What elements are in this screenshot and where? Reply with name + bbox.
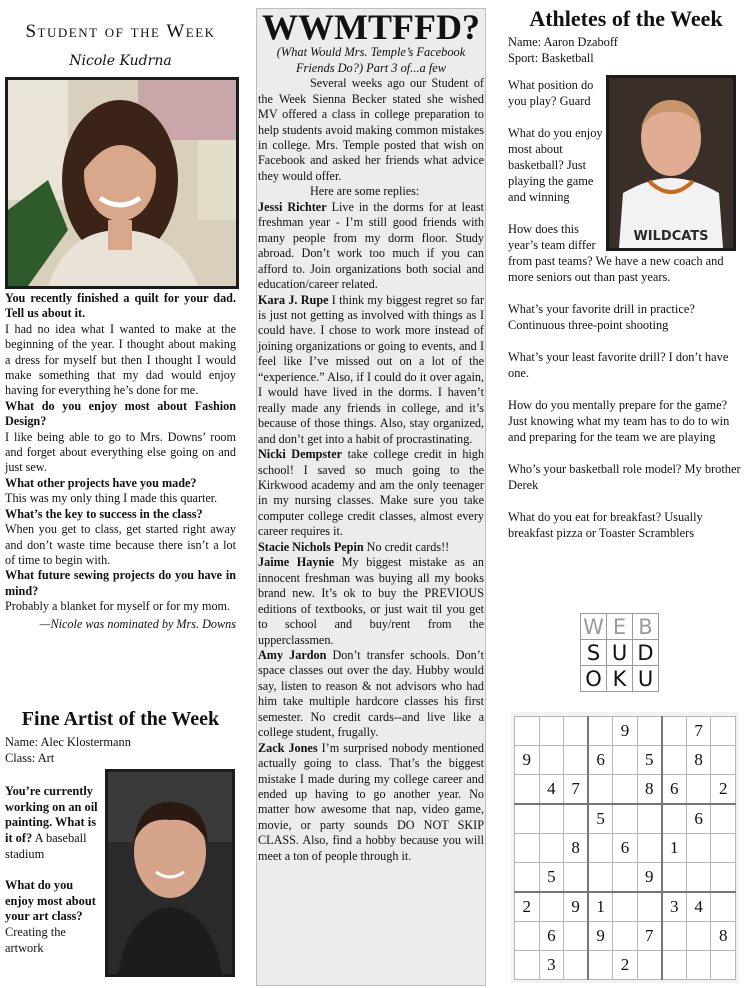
- sudoku-cell[interactable]: [662, 862, 687, 892]
- artist-photo: [105, 769, 235, 977]
- student-of-week-column: [5, 0, 236, 69]
- sudoku-cell[interactable]: [613, 804, 638, 834]
- sudoku-cell[interactable]: 8: [564, 834, 589, 863]
- athlete-qa: What do you enjoy most about basketball? Just playing the game and winning: [508, 126, 603, 204]
- athlete-qa: How do you mentally prepare for the game? Just knowing what my team has to do to win and preparing for the team we are playing: [508, 398, 730, 444]
- jersey-lettering: WILDCATS: [633, 229, 709, 244]
- sudoku-cell[interactable]: [711, 951, 736, 980]
- artist-answer: Creating the artwork: [5, 924, 66, 955]
- sudoku-cell[interactable]: 6: [539, 922, 564, 951]
- sudoku-cell[interactable]: 7: [564, 774, 589, 804]
- web-sudoku-logo: [580, 613, 662, 697]
- sudoku-cell[interactable]: [686, 774, 711, 804]
- sudoku-cell[interactable]: [613, 862, 638, 892]
- logo-letter: U: [607, 640, 633, 666]
- student-photo: [5, 77, 239, 289]
- logo-letter: S: [581, 640, 607, 666]
- sudoku-cell[interactable]: [637, 951, 662, 980]
- sudoku-cell[interactable]: [711, 745, 736, 774]
- student-of-week-title: Student of the Week: [25, 21, 216, 42]
- reply-author: Stacie Nichols Pepin: [258, 539, 364, 554]
- sudoku-cell[interactable]: 8: [637, 774, 662, 804]
- athletes-title: Athletes of the Week: [529, 6, 723, 31]
- sudoku-cell[interactable]: [539, 745, 564, 774]
- sudoku-cell[interactable]: [637, 892, 662, 922]
- wwmtffd-title: WWMTFFD?: [262, 7, 480, 47]
- sudoku-row: [515, 892, 736, 922]
- sudoku-cell[interactable]: [662, 922, 687, 951]
- sudoku-cell[interactable]: 6: [686, 804, 711, 834]
- sudoku-cell[interactable]: 6: [588, 745, 613, 774]
- artist-class: Class: Art: [5, 750, 55, 765]
- sudoku-cell[interactable]: [564, 862, 589, 892]
- athlete-sport: Sport: Basketball: [508, 51, 594, 65]
- artist-name: Name: Alec Klostermann: [5, 735, 131, 749]
- reply: [258, 741, 484, 865]
- fine-artist-title: Fine Artist of the Week: [21, 708, 220, 730]
- sudoku-cell[interactable]: 5: [539, 862, 564, 892]
- sudoku-cell[interactable]: 8: [686, 745, 711, 774]
- reply: [258, 648, 484, 741]
- sudoku-row: [515, 834, 736, 863]
- student-answer: Probably a blanket for myself or for my mom.: [5, 599, 231, 614]
- sudoku-cell[interactable]: [662, 745, 687, 774]
- reply-text: take college credit in high school! I saved so much going to the Kirkwood academy and am the only teenager in my nursing classes. Make sure you take computer college credit classes, almost every career requires it.: [258, 447, 484, 539]
- sudoku-row: [515, 745, 736, 774]
- sudoku-cell[interactable]: 3: [662, 892, 687, 922]
- student-answer: I like being able to go to Mrs. Downs’ room and forget about everything else going on and just sew.: [5, 429, 236, 475]
- sudoku-cell[interactable]: 9: [637, 862, 662, 892]
- sudoku-cell[interactable]: [588, 834, 613, 863]
- athlete-qa: Who’s your basketball role model? My brother Derek: [508, 462, 741, 492]
- athlete-qa: What’s your least favorite drill? I don’t have one.: [508, 350, 729, 380]
- reply-text: No credit cards!!: [366, 539, 450, 554]
- student-answer: This was my only thing I made this quarter.: [5, 491, 218, 506]
- logo-letter: W: [581, 614, 607, 640]
- student-question: What do you enjoy most about Fashion Design?: [5, 398, 236, 429]
- reply-text: I think my biggest regret so far is just not getting as involved with things as I could have. I chose to work more instead of joining organizations or going to events, and I feel like I’ve missed out on a lot of the “experience.” Also, if I could do it over again, I would have lived in the dorms. I haven’t really made any friends in college, and it’s because of those things. Also, stay organized, and don’t get into a habit of procrastinating.: [258, 292, 485, 446]
- logo-letter: D: [633, 640, 659, 666]
- athlete-qa: What position do you play? Guard: [508, 78, 594, 108]
- sudoku-cell[interactable]: [637, 804, 662, 834]
- student-portrait-image: [8, 80, 236, 286]
- athlete-qa: from past teams? We have a new coach and more seniors out than past years.: [508, 254, 724, 284]
- logo-letter: O: [581, 666, 607, 692]
- artist-answer: A baseball stadium: [5, 830, 87, 861]
- reply: [258, 200, 484, 293]
- athlete-qa: What do you eat for breakfast? Usually breakfast pizza or Toaster Scramblers: [508, 510, 703, 540]
- logo-letter: E: [607, 614, 633, 640]
- sudoku-cell[interactable]: [711, 804, 736, 834]
- reply-author: Zack Jones: [258, 740, 318, 755]
- athlete-photo: [606, 75, 736, 251]
- sudoku-cell[interactable]: 4: [539, 774, 564, 804]
- artist-portrait-image: [108, 772, 232, 974]
- sudoku-cell[interactable]: [515, 804, 540, 834]
- sudoku-cell[interactable]: [613, 774, 638, 804]
- article-intro: Several weeks ago our Student of the Week Sienna Becker stated she wished MV offered a class in college preparation to help students avoid making common mistakes in college. Mrs. Temple posted that wish on Facebook and asked her friends what advice they would offer.: [258, 76, 484, 183]
- reply-text: Live in the dorms for at least freshman year - I’m still good friends with many people from my dorm floor. Study abroad. Don’t work too much if you can afford to. Join organizations both social and education/career related.: [258, 199, 484, 292]
- sudoku-row: [515, 774, 736, 804]
- sudoku-cell[interactable]: [515, 774, 540, 804]
- sudoku-cell[interactable]: [613, 892, 638, 922]
- sudoku-cell[interactable]: [515, 862, 540, 892]
- sudoku-cell[interactable]: [662, 804, 687, 834]
- student-question: What other projects have you made?: [5, 475, 197, 490]
- sudoku-cell[interactable]: [588, 951, 613, 980]
- wwmtffd-column: [256, 8, 486, 986]
- sudoku-cell[interactable]: [637, 834, 662, 863]
- athlete-name: Name: Aaron Dzaboff: [508, 35, 618, 49]
- sudoku-cell[interactable]: [711, 717, 736, 746]
- reply: [258, 293, 484, 448]
- reply-author: Jessi Richter: [258, 199, 327, 214]
- sudoku-row: [515, 717, 736, 746]
- sudoku-cell[interactable]: [588, 862, 613, 892]
- athlete-qa: How does this year’s team differ: [508, 222, 596, 252]
- sudoku-puzzle: [511, 712, 739, 983]
- sudoku-cell[interactable]: [564, 922, 589, 951]
- student-interview: [5, 291, 236, 632]
- reply-text: I’m surprised nobody mentioned actually going to class. That’s the biggest mistake I made during my college career and ended up having to go another year. No matter how awesome that nap, video game, movie, or party sounds DO NOT SKIP CLASS. Also, find a hobby because you will meet a ton of people through it.: [258, 740, 484, 863]
- sudoku-cell[interactable]: 9: [564, 892, 589, 922]
- athlete-qa: What’s your favorite drill in practice? Continuous three-point shooting: [508, 302, 695, 332]
- sudoku-cell[interactable]: 6: [662, 774, 687, 804]
- logo-letter: K: [607, 666, 633, 692]
- reply-author: Amy Jardon: [258, 647, 327, 662]
- sudoku-cell[interactable]: [686, 834, 711, 863]
- sudoku-cell[interactable]: [515, 922, 540, 951]
- sudoku-cell[interactable]: [564, 745, 589, 774]
- athlete-portrait-image: [609, 78, 733, 248]
- reply-author: Kara J. Rupe: [258, 292, 329, 307]
- sudoku-grid: [514, 716, 736, 980]
- sudoku-cell[interactable]: [711, 862, 736, 892]
- student-question: You recently finished a quilt for your dad. Tell us about it.: [5, 291, 236, 321]
- sudoku-cell[interactable]: [711, 892, 736, 922]
- student-name: Nicole Kudrna: [69, 53, 172, 69]
- sudoku-row: [515, 922, 736, 951]
- sudoku-cell[interactable]: [588, 774, 613, 804]
- student-question: What future sewing projects do you have in mind?: [5, 568, 236, 598]
- sudoku-cell[interactable]: 8: [711, 922, 736, 951]
- sudoku-row: [515, 951, 736, 980]
- sudoku-cell[interactable]: [662, 717, 687, 746]
- student-answer: I had no idea what I wanted to make at the beginning of the year. I thought about making a dress for myself but then I thought I would make something that my dad would enjoy having for everything he’s done for me.: [5, 321, 236, 398]
- student-question: What’s the key to success in the class?: [5, 506, 203, 521]
- sudoku-cell[interactable]: [686, 922, 711, 951]
- sudoku-cell[interactable]: [539, 892, 564, 922]
- logo-letter: B: [633, 614, 659, 640]
- reply-text: My biggest mistake as an innocent freshman was buying all my books brand new. It’s ok to buy the PREVIOUS editions of textbooks, or just wait til you get to school and buy/rent from the upperclassmen.: [258, 555, 484, 647]
- sudoku-cell[interactable]: 6: [613, 834, 638, 863]
- sudoku-cell[interactable]: [686, 951, 711, 980]
- sudoku-cell[interactable]: [515, 951, 540, 980]
- reply-text: Don’t transfer schools. Don’t space classes out over the day. Hubby would say, listen to reason & not advisors who had him take multiple hardcore classes his first semester. No credit cards--and live like a college student, frugally.: [258, 647, 484, 740]
- sudoku-cell[interactable]: [662, 951, 687, 980]
- reply: [258, 447, 484, 540]
- sudoku-cell[interactable]: 7: [686, 717, 711, 746]
- sudoku-cell[interactable]: 2: [613, 951, 638, 980]
- sudoku-cell[interactable]: 9: [515, 745, 540, 774]
- sudoku-cell[interactable]: 5: [637, 745, 662, 774]
- reply: [258, 540, 484, 555]
- sudoku-cell[interactable]: [588, 717, 613, 746]
- reply-author: Nicki Dempster: [258, 447, 343, 462]
- sudoku-cell[interactable]: [539, 804, 564, 834]
- replies-intro: Here are some replies:: [310, 184, 420, 199]
- sudoku-cell[interactable]: 9: [613, 717, 638, 746]
- sudoku-cell[interactable]: [515, 834, 540, 863]
- sudoku-cell[interactable]: 9: [588, 922, 613, 951]
- artist-question: What do you enjoy most about your art class?: [5, 878, 96, 924]
- sudoku-cell[interactable]: [613, 922, 638, 951]
- sudoku-cell[interactable]: [564, 804, 589, 834]
- sudoku-cell[interactable]: [613, 745, 638, 774]
- sudoku-cell[interactable]: [539, 717, 564, 746]
- student-answer: When you get to class, get started right away and don’t waste time because there isn’t a lot of time to begin with.: [5, 522, 236, 567]
- sudoku-cell[interactable]: [564, 717, 589, 746]
- sudoku-cell[interactable]: 2: [515, 892, 540, 922]
- sudoku-row: [515, 862, 736, 892]
- sudoku-cell[interactable]: [711, 834, 736, 863]
- sudoku-cell[interactable]: 1: [588, 892, 613, 922]
- sudoku-cell[interactable]: [515, 717, 540, 746]
- sudoku-cell[interactable]: [539, 834, 564, 863]
- sudoku-cell[interactable]: 1: [662, 834, 687, 863]
- nomination-note: —Nicole was nominated by Mrs. Downs: [39, 616, 236, 631]
- reply-author: Jaime Haynie: [258, 555, 335, 570]
- sudoku-cell[interactable]: [637, 717, 662, 746]
- sudoku-cell[interactable]: 5: [588, 804, 613, 834]
- sudoku-cell[interactable]: [564, 951, 589, 980]
- artist-question: You’re currently working on an oil painting. What is it of?: [5, 784, 98, 845]
- sudoku-cell[interactable]: [686, 862, 711, 892]
- logo-letter: U: [633, 666, 659, 692]
- sudoku-row: [515, 804, 736, 834]
- reply: [258, 555, 484, 648]
- sudoku-cell[interactable]: 2: [711, 774, 736, 804]
- sudoku-cell[interactable]: 3: [539, 951, 564, 980]
- sudoku-cell[interactable]: 7: [637, 922, 662, 951]
- wwmtffd-subtitle: (What Would Mrs. Temple’s Facebook Friends Do?) Part 3 of...a few: [276, 45, 466, 75]
- sudoku-cell[interactable]: 4: [686, 892, 711, 922]
